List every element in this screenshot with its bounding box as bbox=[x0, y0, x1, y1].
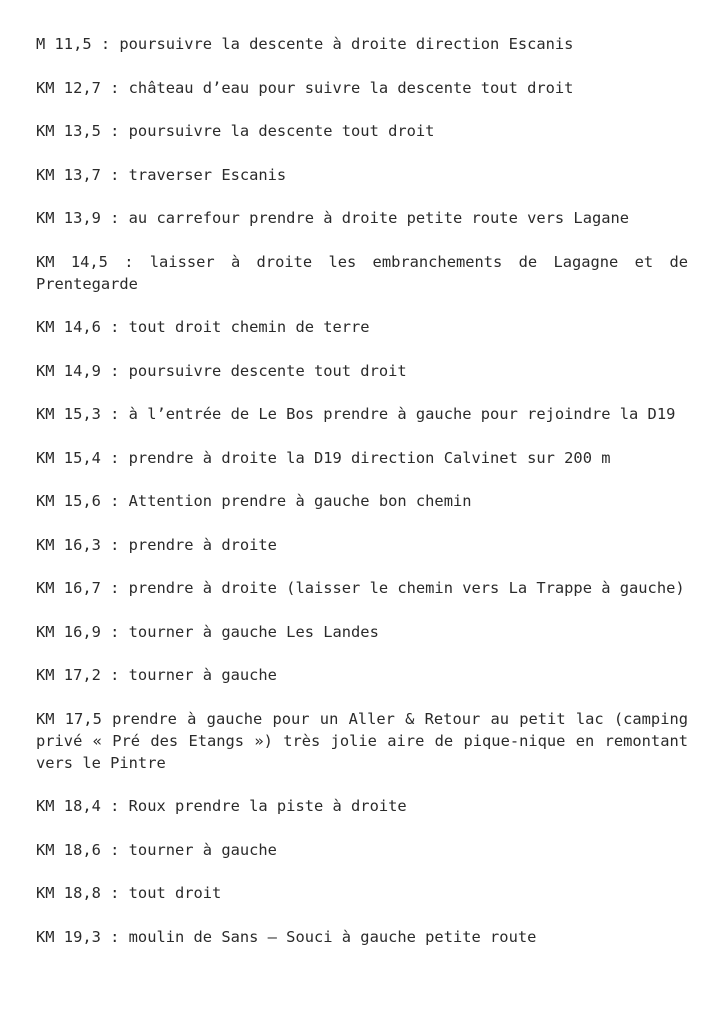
itinerary-step: KM 17,5 prendre à gauche pour un Aller & Retour au petit lac (camping privé « Pré des Etangs ») très jolie aire de pique-nique en remontant vers le Pintre bbox=[36, 709, 688, 772]
itinerary-step: KM 13,9 : au carrefour prendre à droite petite route vers Lagane bbox=[36, 209, 630, 227]
itinerary-step: KM 18,4 : Roux prendre la piste à droite bbox=[36, 797, 407, 815]
itinerary-step: KM 16,9 : tourner à gauche Les Landes bbox=[36, 622, 379, 641]
itinerary-step: KM 17,2 : tourner à gauche bbox=[36, 666, 277, 684]
itinerary-step: KM 19,3 : moulin de Sans – Souci à gauche petite route bbox=[36, 927, 537, 946]
itinerary-step: KM 18,6 : tourner à gauche bbox=[36, 840, 277, 859]
itinerary-step: KM 13,5 : poursuivre la descente tout droit bbox=[36, 122, 435, 140]
itinerary-step: KM 14,9 : poursuivre descente tout droit bbox=[36, 361, 407, 380]
itinerary-step: KM 14,5 : laisser à droite les embranchements de Lagagne et de Prentegarde bbox=[36, 252, 688, 293]
itinerary-step: KM 15,3 : à l’entrée de Le Bos prendre à gauche pour rejoindre la D19 bbox=[36, 405, 676, 423]
itinerary-step: KM 15,4 : prendre à droite la D19 direction Calvinet sur 200 m bbox=[36, 448, 611, 467]
itinerary-step: KM 18,8 : tout droit bbox=[36, 884, 222, 902]
itinerary-step: KM 12,7 : château d’eau pour suivre la descente tout droit bbox=[36, 78, 574, 97]
itinerary-step: KM 13,7 : traverser Escanis bbox=[36, 165, 287, 184]
itinerary-step: KM 16,7 : prendre à droite (laisser le chemin vers La Trappe à gauche) bbox=[36, 579, 685, 597]
itinerary-step: KM 14,6 : tout droit chemin de terre bbox=[36, 318, 370, 336]
itinerary-step: M 11,5 : poursuivre la descente à droite direction Escanis bbox=[36, 35, 574, 53]
itinerary-document bbox=[36, 33, 688, 948]
itinerary-step: KM 15,6 : Attention prendre à gauche bon chemin bbox=[36, 492, 472, 510]
itinerary-step: KM 16,3 : prendre à droite bbox=[36, 535, 277, 554]
